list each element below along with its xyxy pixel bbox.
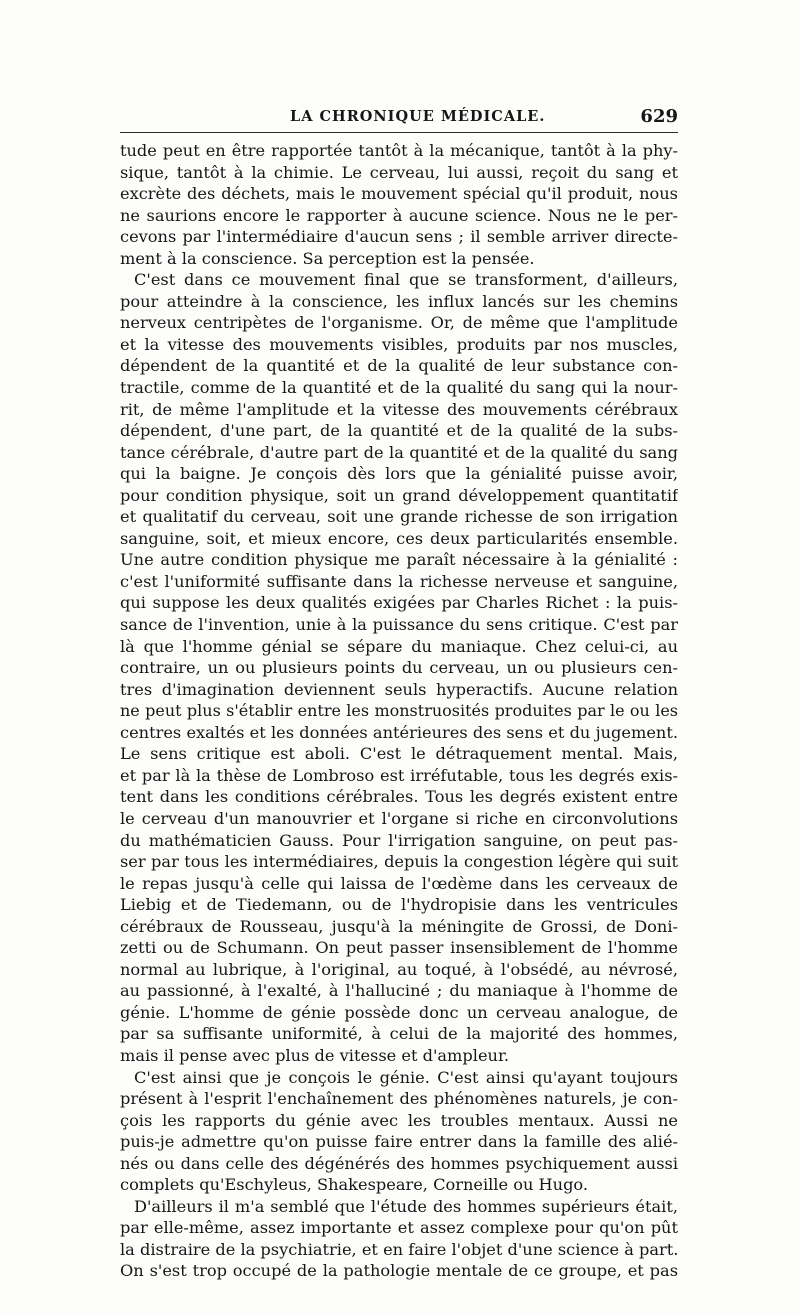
text-line: ser par tous les intermédiaires, depuis la congestion légère qui suit: [120, 852, 678, 872]
text-line: zetti ou de Schumann. On peut passer insensiblement de l'homme: [120, 938, 678, 958]
text-line: tance cérébrale, d'autre part de la quantité et de la qualité du sang: [120, 442, 678, 462]
text-line: la distraire de la psychiatrie, et en faire l'objet d'une science à part.: [120, 1239, 678, 1259]
text-line: du mathématicien Gauss. Pour l'irrigation sanguine, on peut pas-: [120, 830, 678, 850]
text-line: par sa suffisante uniformité, à celui de la majorité des hommes,: [120, 1024, 678, 1044]
text-line: c'est l'uniformité suffisante dans la richesse nerveuse et sanguine,: [120, 571, 678, 591]
text-line: et qualitatif du cerveau, soit une grande richesse de son irrigation: [120, 507, 678, 527]
text-line: ment à la conscience. Sa perception est la pensée.: [120, 248, 535, 268]
text-line: nés ou dans celle des dégénérés des hommes psychiquement aussi: [120, 1153, 678, 1173]
text-line: çois les rapports du génie avec les troubles mentaux. Aussi ne: [120, 1110, 678, 1130]
text-line: tent dans les conditions cérébrales. Tous les degrés existent entre: [120, 787, 678, 807]
text-line: nerveux centripètes de l'organisme. Or, de même que l'amplitude: [120, 313, 678, 333]
text-line: ne peut plus s'établir entre les monstruosités produites par le ou les: [120, 701, 678, 721]
text-line: rit, de même l'amplitude et la vitesse des mouvements cérébraux: [120, 399, 678, 419]
text-line: D'ailleurs il m'a semblé que l'étude des hommes supérieurs était,: [134, 1196, 678, 1216]
page-number: 629: [640, 106, 678, 127]
header-rule: [120, 132, 678, 133]
text-line: le repas jusqu'à celle qui laissa de l'œdème dans les cerveaux de: [120, 873, 678, 893]
text-line: sance de l'invention, unie à la puissance du sens critique. C'est par: [120, 615, 678, 635]
text-line: présent à l'esprit l'enchaînement des phénomènes naturels, je con-: [120, 1089, 678, 1109]
text-line: complets qu'Eschyleus, Shakespeare, Corneille ou Hugo.: [120, 1175, 589, 1195]
text-line: qui suppose les deux qualités exigées par Charles Richet : la puis-: [120, 593, 678, 613]
text-line: Le sens critique est aboli. C'est le détraquement mental. Mais,: [120, 744, 678, 764]
text-line: dépendent de la quantité et de la qualité de leur substance con-: [120, 356, 678, 376]
text-line: sanguine, soit, et mieux encore, ces deux particularités ensemble.: [120, 528, 678, 548]
body-text: [120, 140, 678, 1282]
text-line: pour condition physique, soit un grand développement quantitatif: [120, 485, 678, 505]
text-line: normal au lubrique, à l'original, au toqué, à l'obsédé, au névrosé,: [120, 959, 678, 979]
text-line: tude peut en être rapportée tantôt à la mécanique, tantôt à la phy-: [120, 141, 678, 160]
text-line: puis-je admettre qu'on puisse faire entrer dans la famille des alié-: [120, 1132, 678, 1152]
text-line: tres d'imagination deviennent seuls hyperactifs. Aucune relation: [120, 679, 678, 699]
text-line: qui la baigne. Je conçois dès lors que la génialité puisse avoir,: [120, 464, 678, 484]
text-line: et par là la thèse de Lombroso est irréfutable, tous les degrés exis-: [120, 765, 678, 785]
text-line: ne saurions encore le rapporter à aucune science. Nous ne le per-: [120, 205, 678, 225]
text-line: dépendent, d'une part, de la quantité et de la qualité de la subs-: [120, 421, 678, 441]
text-line: excrète des déchets, mais le mouvement spécial qu'il produit, nous: [120, 184, 678, 204]
text-line: le cerveau d'un manouvrier et l'organe si riche en circonvolutions: [120, 808, 678, 828]
text-line: et la vitesse des mouvements visibles, produits par nos muscles,: [120, 334, 678, 354]
text-line: Liebig et de Tiedemann, ou de l'hydropisie dans les ventricules: [120, 895, 678, 915]
running-header: [120, 104, 678, 132]
text-line: C'est dans ce mouvement final que se transforment, d'ailleurs,: [134, 270, 678, 290]
text-line: là que l'homme génial se sépare du maniaque. Chez celui-ci, au: [120, 636, 678, 656]
text-line: contraire, un ou plusieurs points du cerveau, un ou plusieurs cen-: [120, 658, 678, 678]
text-line: Une autre condition physique me paraît nécessaire à la génialité :: [120, 550, 678, 570]
text-line: C'est ainsi que je conçois le génie. C'est ainsi qu'ayant toujours: [134, 1067, 678, 1087]
journal-title: LA CHRONIQUE MÉDICALE.: [290, 108, 546, 125]
text-line: tractile, comme de la quantité et de la qualité du sang qui la nour-: [120, 378, 678, 398]
text-line: centres exaltés et les données antérieures des sens et du jugement.: [120, 722, 678, 742]
text-line: cérébraux de Rousseau, jusqu'à la méningite de Grossi, de Doni-: [120, 916, 678, 936]
text-line: mais il pense avec plus de vitesse et d'ampleur.: [120, 1045, 510, 1065]
text-line: par elle-même, assez importante et assez complexe pour qu'on pût: [120, 1218, 678, 1238]
text-line: pour atteindre à la conscience, les influx lancés sur les chemins: [120, 291, 678, 311]
text-line: génie. L'homme de génie possède donc un cerveau analogue, de: [120, 1002, 678, 1022]
text-line: au passionné, à l'exalté, à l'halluciné ; du maniaque à l'homme de: [120, 981, 678, 1001]
text-line: On s'est trop occupé de la pathologie mentale de ce groupe, et pas: [120, 1261, 678, 1281]
text-line: cevons par l'intermédiaire d'aucun sens ; il semble arriver directe-: [120, 227, 678, 247]
text-line: sique, tantôt à la chimie. Le cerveau, lui aussi, reçoit du sang et: [120, 162, 678, 182]
